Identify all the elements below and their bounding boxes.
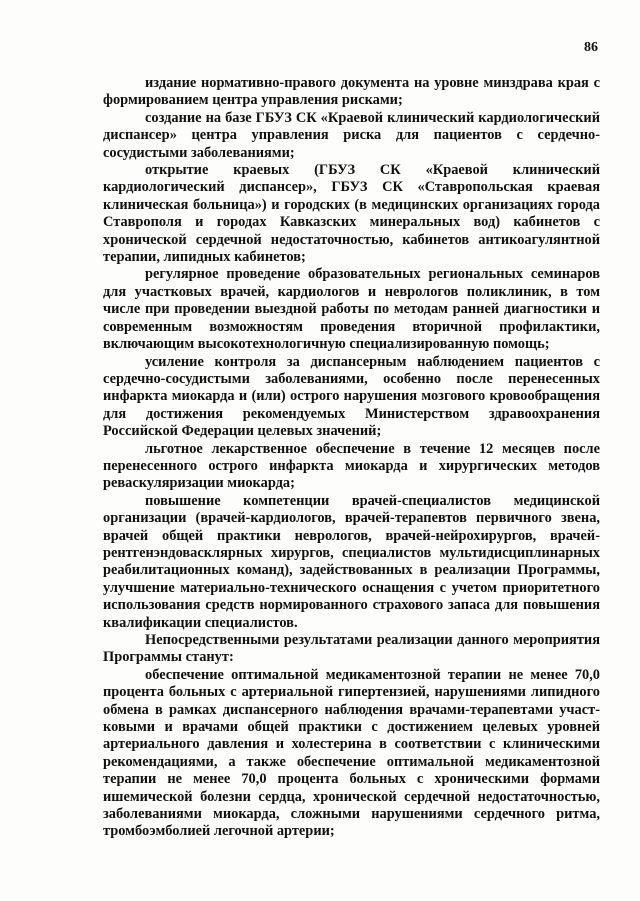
paragraph: Непосредственными результатами реализации данного мероприятия Программы станут: — [103, 632, 600, 666]
paragraph: издание нормативно-правого документа на уровне минздрава края с формированием центра управления рисками; — [103, 75, 600, 109]
document-body — [103, 75, 600, 841]
paragraph: создание на базе ГБУЗ СК «Краевой клинический кардиологический диспансер» центра управления риска для пациентов с сердечно-сосудистыми заболеваниями; — [103, 109, 600, 161]
paragraph: усиление контроля за диспансерным наблюдением пациентов с сердечно-сосудистыми заболеваниями, особенно после перенесенных инфаркта миокарда и (или) острого нарушения мозгового кровообращения для достижения рекомендуемых Министерством здравоохранения Российской Федерации целевых значений; — [103, 353, 600, 440]
paragraph: открытие краевых (ГБУЗ СК «Краевой клинический кардиологический диспансер», ГБУЗ СК «Ставропольская краевая клиническая больница») и городских (в медицинских организациях города Ставрополя и городах Кавказских минеральных вод) кабинетов с хронической сердечной недостаточностью, кабинетов антикоагулянтной терапии, липидных кабинетов; — [103, 162, 600, 266]
paragraph: обеспечение оптимальной медикаментозной терапии не менее 70,0 процента больных с артериальной гипертензией, нарушениями липидного обмена в рамках диспансерного наблюдения врачами-терапевтами участковыми и врачами общей практики с достижением целевых уровней артериального давления и холестерина в соответствии с клиническими рекомендациями, а также обеспечение оптимальной медикаментозной терапии не менее 70,0 процента больных с хроническими формами ишемической болезни сердца, хронической сердечной недостаточностью, заболеваниями миокарда, сложными нарушениями сердечного ритма, тромбоэмболией легочной артерии; — [103, 666, 600, 840]
page-number: 86 — [584, 40, 598, 55]
paragraph: льготное лекарственное обеспечение в течение 12 месяцев после перенесенного острого инфаркта миокарда и хирургических методов реваскуляризации миокарда; — [103, 440, 600, 492]
paragraph: повышение компетенции врачей-специалистов медицинской организации (врачей-кардиологов, врачей-терапевтов первичного звена, врачей общей практики неврологов, врачей-нейрохирургов, врачей-рентгенэндовасклярных хирургов, специалистов мультидисциплинарных реабилитационных команд), задействованных в реализации Программы, улучшение материально-технического оснащения с учетом приоритетного использования средств нормированного страхового запаса для повышения квалификации специалистов. — [103, 492, 600, 631]
paragraph: регулярное проведение образовательных региональных семинаров для участковых врачей, кардиологов и неврологов поликлиник, в том числе при проведении выездной работы по методам ранней диагностики и современным возможностям проведения вторичной профилактики, включающим высокотехнологичную специализированную помощь; — [103, 266, 600, 353]
